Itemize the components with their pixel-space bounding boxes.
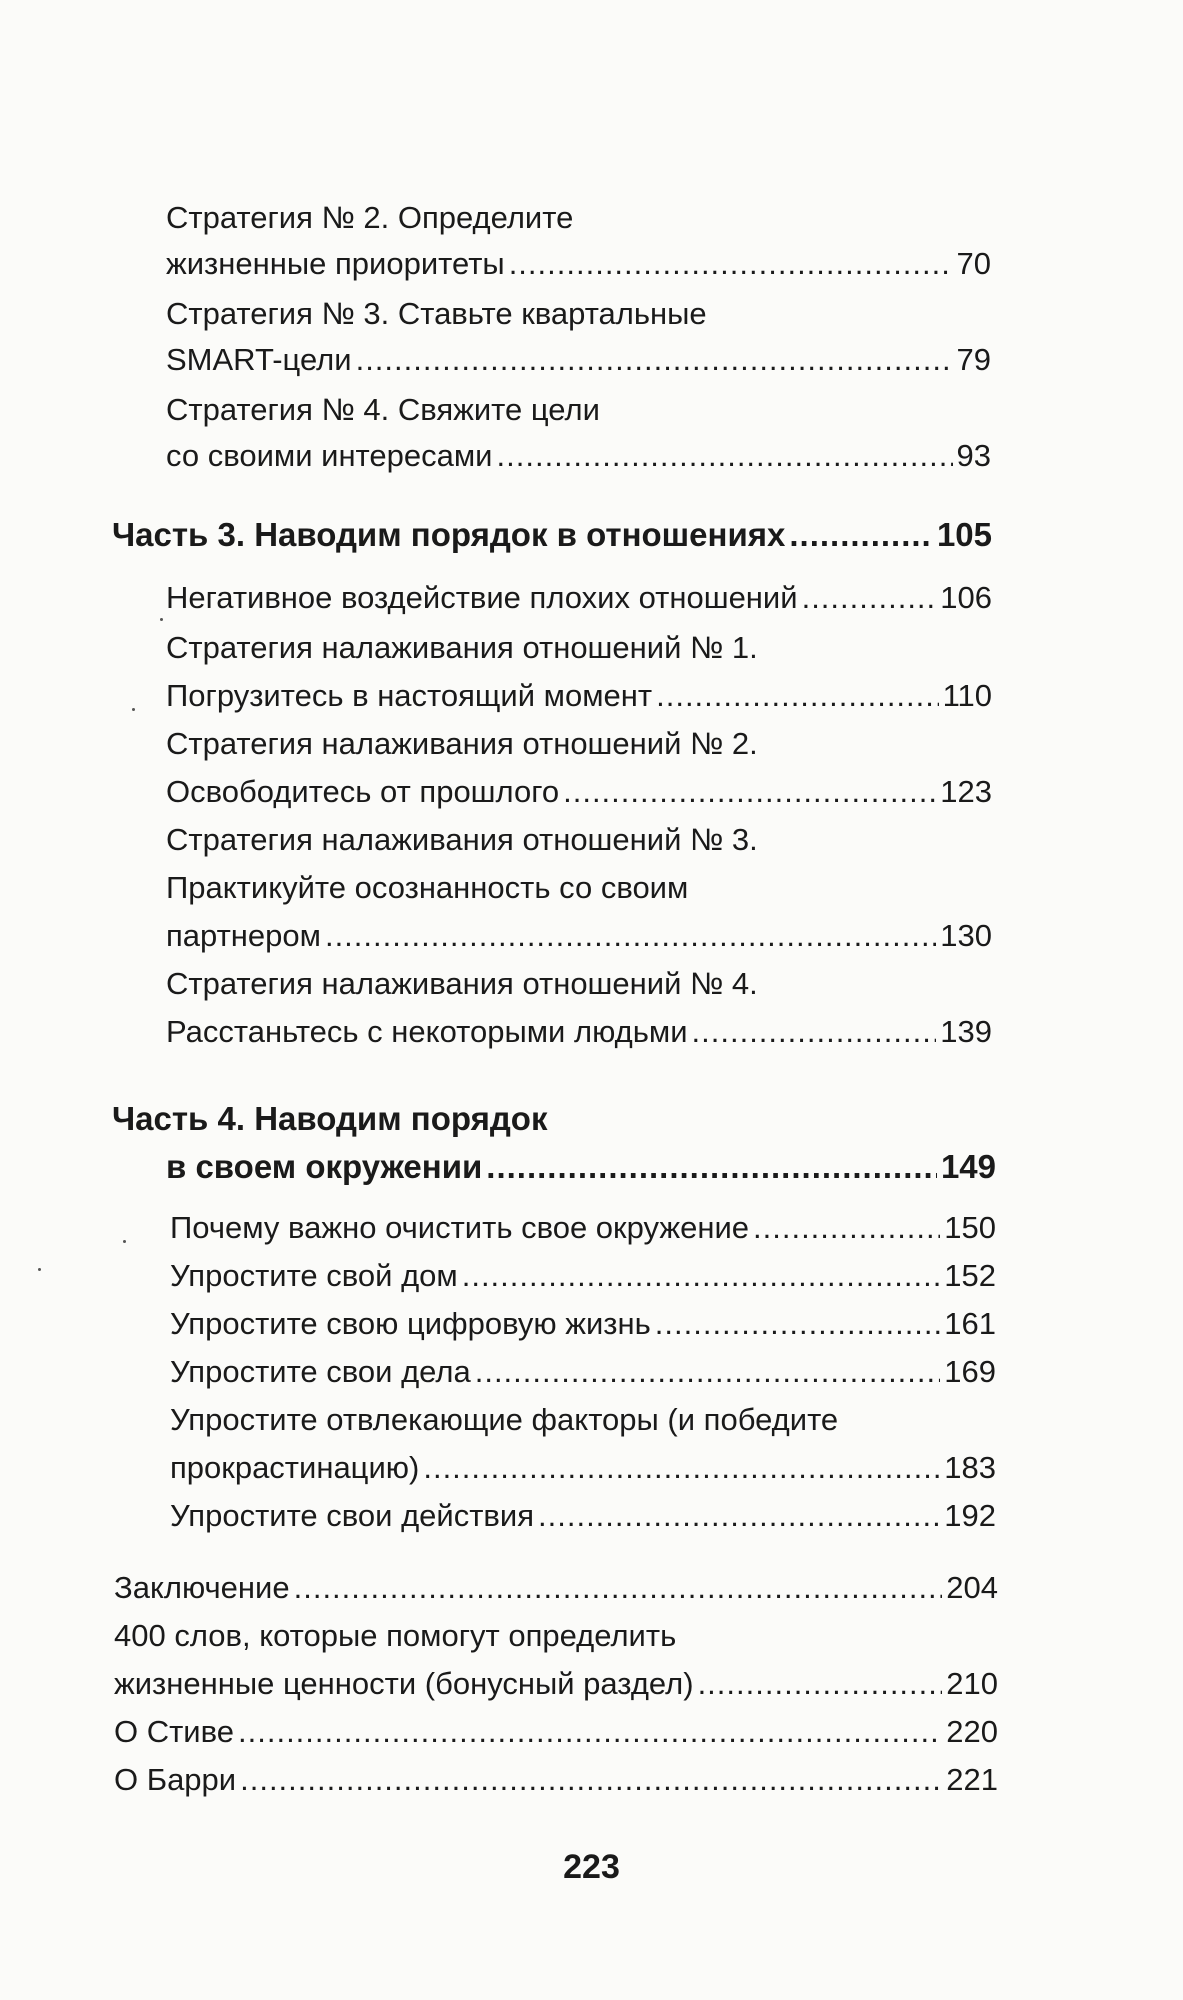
dot-leader: [509, 246, 953, 282]
dot-leader: [294, 1570, 943, 1606]
toc-entry-strategy-3-line1: Стратегия № 3. Ставьте квартальные: [166, 296, 707, 331]
dot-leader: [789, 516, 933, 554]
toc-entry-relations-1-line1: Стратегия налаживания отношений № 1.: [166, 630, 758, 665]
toc-entry-negative-impact[interactable]: [166, 580, 992, 616]
toc-entry-label: прокрастинацию): [170, 1450, 420, 1485]
toc-page-number: 204: [946, 1570, 998, 1605]
toc-entry-strategy-4-line1: Стратегия № 4. Свяжите цели: [166, 392, 600, 427]
toc-entry-label: жизненные ценности (бонусный раздел): [114, 1666, 694, 1701]
toc-part-3-heading[interactable]: [112, 516, 992, 554]
toc-entry-label: Расстаньтесь с некоторыми людьми: [166, 1014, 688, 1049]
toc-entry-label: SMART-цели: [166, 342, 352, 377]
toc-part-title: Часть 3. Наводим порядок в отношениях: [112, 516, 786, 553]
toc-entry-strategy-3[interactable]: [166, 342, 991, 378]
toc-page-number: 130: [940, 918, 992, 953]
toc-entry-distractions-line1: Упростите отвлекающие факторы (и победите: [170, 1402, 839, 1437]
toc-page-number: 93: [956, 438, 991, 473]
toc-part-4-heading-line1: Часть 4. Наводим порядок: [112, 1100, 548, 1137]
toc-entry-label: Погрузитесь в настоящий момент: [166, 678, 653, 713]
toc-entry-label: со своими интересами: [166, 438, 493, 473]
toc-page-number: 149: [940, 1148, 996, 1185]
toc-entry-conclusion[interactable]: [114, 1570, 998, 1606]
toc-page-number: 79: [956, 342, 991, 377]
toc-page-number: 150: [944, 1210, 996, 1245]
toc-entry-label: Упростите свою цифровую жизнь: [170, 1306, 651, 1341]
toc-page-number: 105: [936, 516, 992, 553]
toc-entry-relations-2[interactable]: [166, 774, 992, 810]
toc-page-number: 110: [942, 678, 992, 713]
toc-entry-simplify-home[interactable]: [170, 1258, 996, 1294]
dot-leader: [802, 580, 937, 616]
toc-page-number: 161: [944, 1306, 996, 1341]
toc-entry-strategy-4[interactable]: [166, 438, 991, 474]
toc-entry-label: Почему важно очистить свое окружение: [170, 1210, 749, 1245]
dot-leader: [692, 1014, 937, 1050]
print-speck: [123, 1240, 126, 1243]
toc-entry-relations-3[interactable]: [166, 918, 992, 954]
toc-entry-label: партнером: [166, 918, 321, 953]
toc-page-number: 169: [944, 1354, 996, 1389]
toc-entry-label: Негативное воздействие плохих отношений: [166, 580, 798, 615]
toc-entry-label: О Барри: [114, 1762, 237, 1797]
toc-entry-relations-3-line1: Стратегия налаживания отношений № 3.: [166, 822, 758, 857]
toc-entry-about-steve[interactable]: [114, 1714, 998, 1750]
print-speck: [38, 1268, 41, 1271]
toc-entry-relations-2-line1: Стратегия налаживания отношений № 2.: [166, 726, 758, 761]
dot-leader: [656, 678, 938, 714]
toc-page-number: 106: [940, 580, 992, 615]
toc-entry-strategy-2[interactable]: [166, 246, 991, 282]
toc-entry-distractions[interactable]: [170, 1450, 996, 1486]
toc-entry-simplify-actions[interactable]: [170, 1498, 996, 1534]
dot-leader: [325, 918, 936, 954]
toc-entry-simplify-tasks[interactable]: [170, 1354, 996, 1390]
toc-page-number: 152: [944, 1258, 996, 1293]
toc-page-number: 221: [946, 1762, 998, 1797]
toc-entry-label: Заключение: [114, 1570, 290, 1605]
dot-leader: [563, 774, 936, 810]
dot-leader: [655, 1306, 941, 1342]
toc-entry-relations-3-line2: Практикуйте осознанность со своим: [166, 870, 689, 905]
page-number-footer: 223: [563, 1848, 620, 1886]
toc-entry-about-barry[interactable]: [114, 1762, 998, 1798]
toc-part-4-heading[interactable]: [166, 1148, 996, 1186]
toc-entry-why-clean[interactable]: [170, 1210, 996, 1246]
toc-entry-label: Упростите свои дела: [170, 1354, 471, 1389]
toc-page-number: 192: [944, 1498, 996, 1533]
toc-entry-relations-1[interactable]: [166, 678, 992, 714]
dot-leader: [497, 438, 953, 474]
toc-page-number: 123: [940, 774, 992, 809]
dot-leader: [538, 1498, 940, 1534]
dot-leader: [486, 1148, 937, 1186]
toc-entry-400-words-line1: 400 слов, которые помогут определить: [114, 1618, 677, 1653]
dot-leader: [698, 1666, 943, 1702]
dot-leader: [462, 1258, 941, 1294]
dot-leader: [356, 342, 953, 378]
print-speck: [160, 618, 163, 621]
dot-leader: [753, 1210, 940, 1246]
toc-entry-strategy-2-line1: Стратегия № 2. Определите: [166, 200, 574, 235]
toc-page-number: 70: [956, 246, 991, 281]
toc-entry-relations-4-line1: Стратегия налаживания отношений № 4.: [166, 966, 758, 1001]
toc-entry-label: Упростите свой дом: [170, 1258, 458, 1293]
dot-leader: [240, 1762, 942, 1798]
dot-leader: [238, 1714, 942, 1750]
toc-part-title: в своем окружении: [166, 1148, 483, 1185]
dot-leader: [423, 1450, 940, 1486]
toc-page-number: 139: [940, 1014, 992, 1049]
print-speck: [132, 708, 135, 711]
toc-entry-label: жизненные приоритеты: [166, 246, 505, 281]
toc-entry-label: Освободитесь от прошлого: [166, 774, 560, 809]
toc-entry-400-words[interactable]: [114, 1666, 998, 1702]
toc-entry-label: О Стиве: [114, 1714, 234, 1749]
toc-entry-simplify-digital[interactable]: [170, 1306, 996, 1342]
dot-leader: [475, 1354, 941, 1390]
toc-page-number: 220: [946, 1714, 998, 1749]
toc-page-number: 183: [944, 1450, 996, 1485]
toc-entry-label: Упростите свои действия: [170, 1498, 534, 1533]
toc-page-number: 210: [946, 1666, 998, 1701]
toc-entry-relations-4[interactable]: [166, 1014, 992, 1050]
